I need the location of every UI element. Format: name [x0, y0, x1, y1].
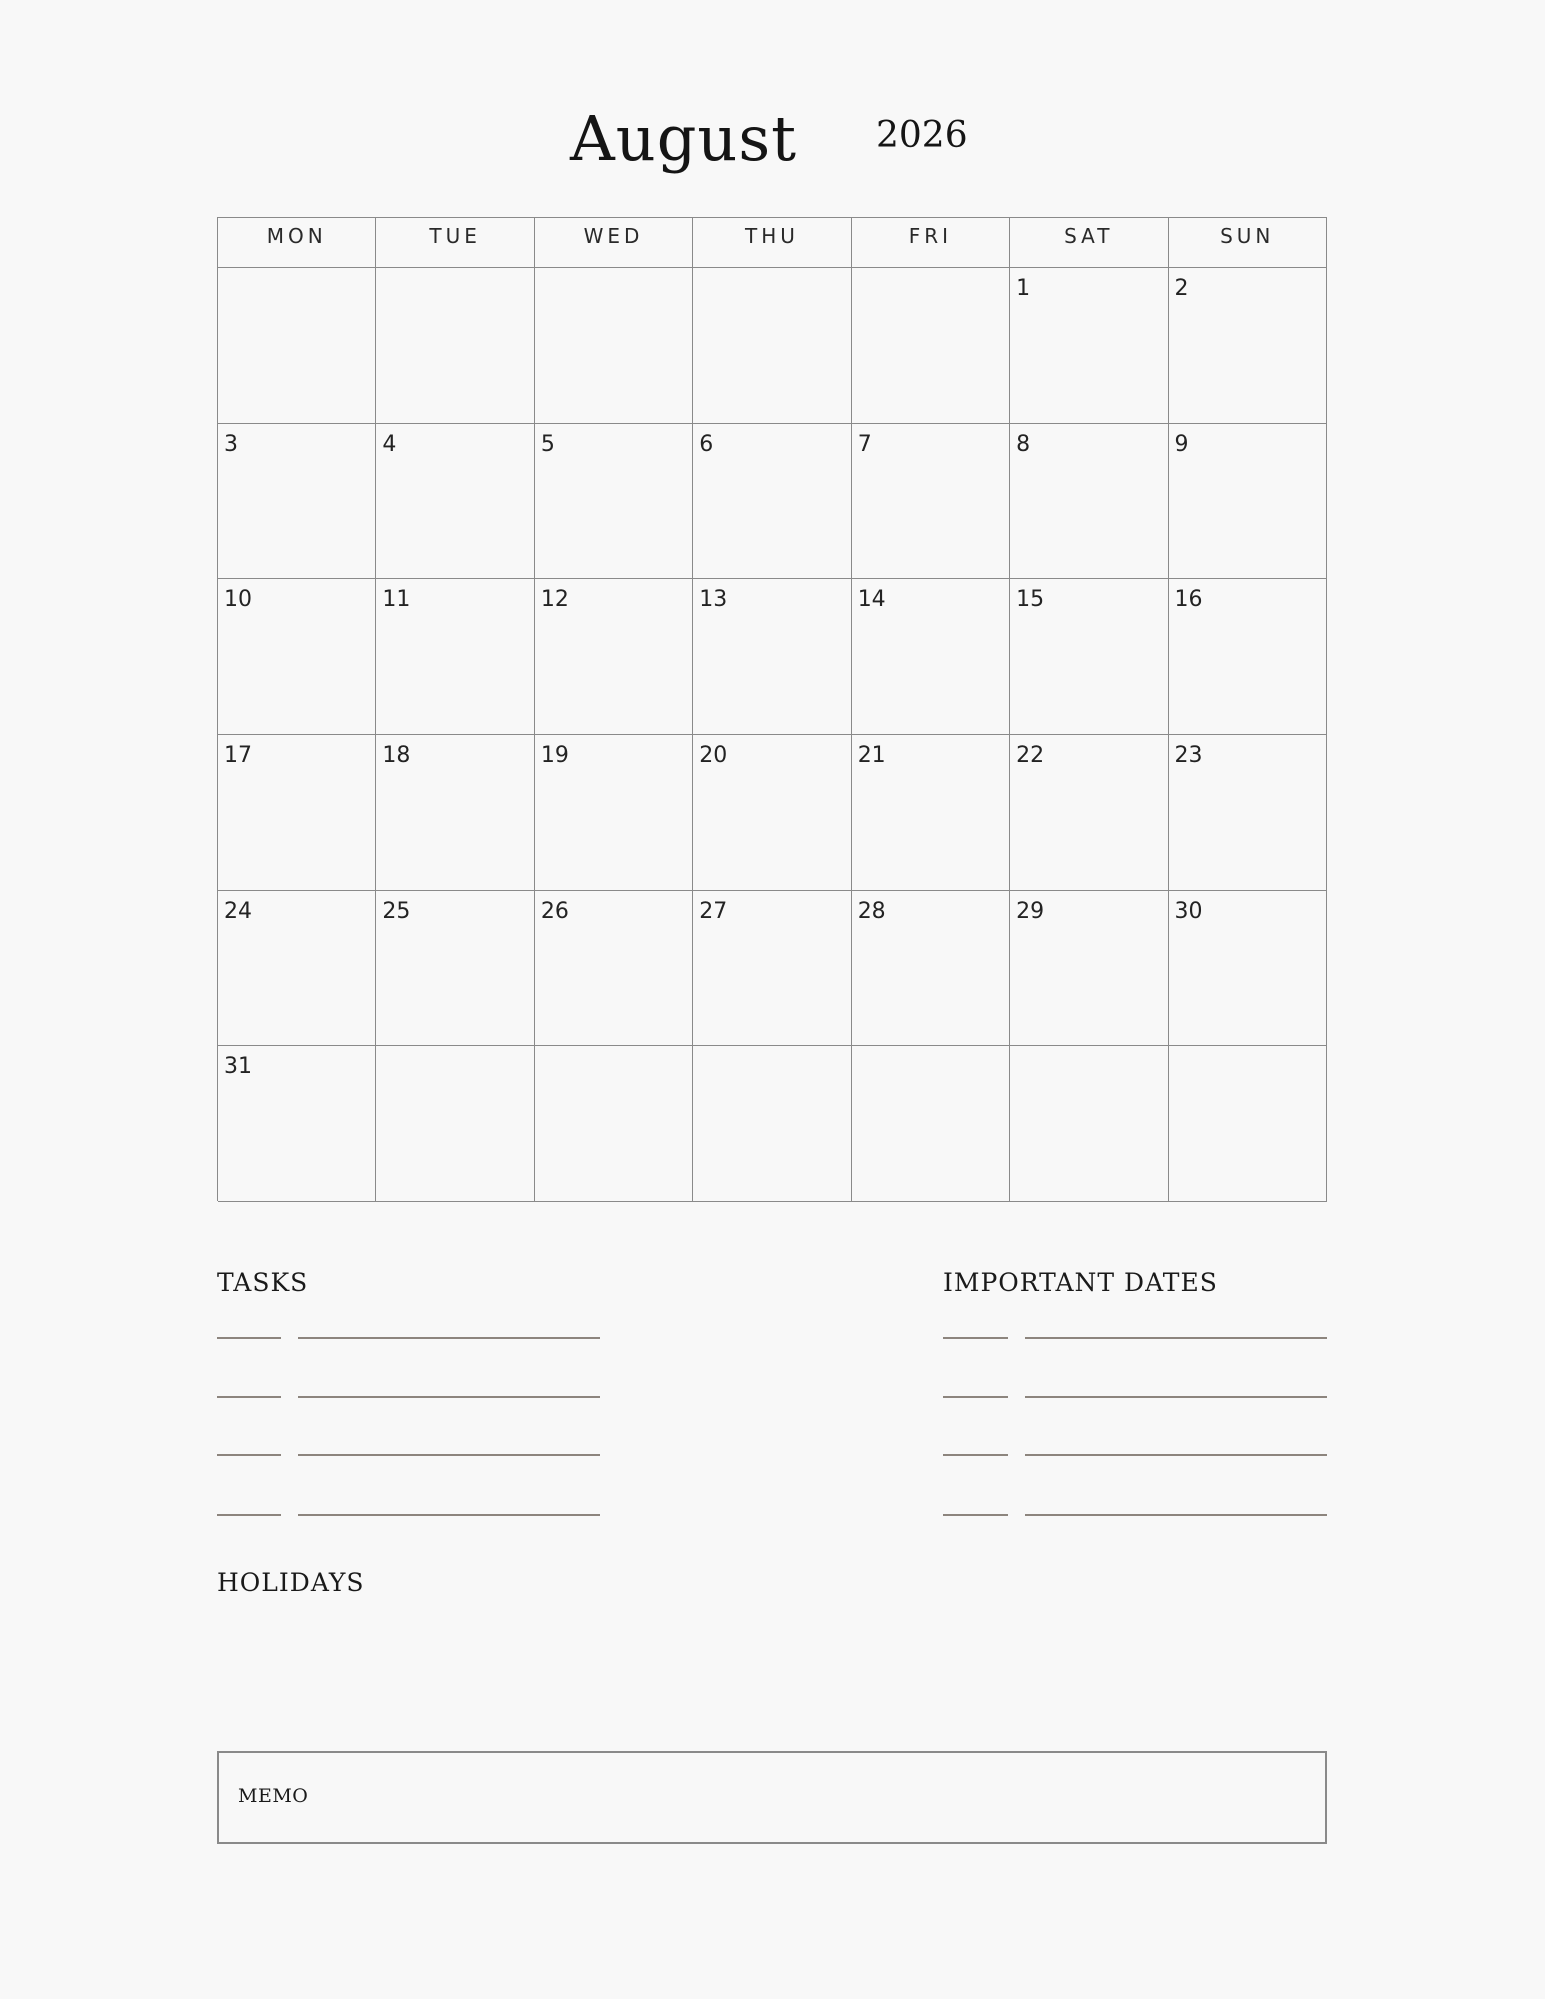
day-number: 21	[857, 742, 886, 768]
calendar-day-cell[interactable]	[218, 1046, 376, 1202]
calendar-grid	[217, 217, 1327, 1201]
calendar-week-row	[218, 579, 1327, 735]
day-number: 27	[699, 898, 728, 924]
calendar-day-cell[interactable]	[1010, 735, 1168, 891]
year-title: 2026	[876, 115, 968, 156]
calendar-day-cell[interactable]	[376, 1046, 534, 1202]
day-number: 3	[224, 431, 238, 457]
calendar-day-cell[interactable]	[376, 268, 534, 424]
day-number: 10	[224, 587, 252, 613]
calendar-day-cell[interactable]	[535, 268, 693, 424]
weekday-label: WED	[535, 218, 693, 268]
calendar-day-cell[interactable]	[852, 1046, 1010, 1202]
calendar-day-cell[interactable]	[693, 268, 851, 424]
weekday-label: SAT	[1010, 218, 1168, 268]
day-number: 25	[382, 898, 411, 924]
calendar-day-cell[interactable]	[693, 1046, 851, 1202]
calendar-day-cell[interactable]	[1010, 891, 1168, 1047]
tasks-heading: TASKS	[217, 1268, 309, 1297]
day-number: 19	[540, 742, 569, 768]
calendar-day-cell[interactable]	[376, 579, 534, 735]
day-number: 22	[1016, 742, 1045, 768]
day-number: 12	[540, 587, 569, 613]
day-number: 16	[1174, 587, 1203, 613]
calendar-day-cell[interactable]	[1169, 735, 1327, 891]
day-number: 6	[699, 431, 714, 457]
weekday-label: TUE	[376, 218, 534, 268]
day-number: 11	[382, 587, 411, 613]
calendar-day-cell[interactable]	[535, 1046, 693, 1202]
calendar-day-cell[interactable]	[376, 735, 534, 891]
holidays-heading: HOLIDAYS	[217, 1568, 365, 1597]
calendar-day-cell[interactable]	[693, 735, 851, 891]
calendar-day-cell[interactable]	[852, 579, 1010, 735]
weekday-label: SUN	[1169, 218, 1327, 268]
calendar-day-cell[interactable]	[376, 891, 534, 1047]
calendar-day-cell[interactable]	[1010, 1046, 1168, 1202]
calendar-day-cell[interactable]	[852, 891, 1010, 1047]
memo-label: MEMO	[238, 1785, 309, 1807]
day-number: 17	[224, 742, 252, 768]
calendar-week-row	[218, 268, 1327, 424]
calendar-week-row	[218, 1046, 1327, 1202]
day-number: 28	[857, 898, 886, 924]
day-number: 26	[540, 898, 569, 924]
weekday-header	[218, 218, 1327, 268]
calendar-day-cell[interactable]	[535, 735, 693, 891]
day-number: 30	[1174, 898, 1203, 924]
calendar-day-cell[interactable]	[535, 579, 693, 735]
day-number: 23	[1174, 742, 1203, 768]
calendar-day-cell[interactable]	[535, 891, 693, 1047]
day-number: 24	[224, 898, 252, 924]
calendar-week-row	[218, 891, 1327, 1047]
calendar-day-cell[interactable]	[693, 579, 851, 735]
day-number: 15	[1016, 587, 1045, 613]
calendar-day-cell[interactable]	[852, 424, 1010, 580]
calendar-weeks	[218, 268, 1327, 1202]
day-number: 18	[382, 742, 411, 768]
calendar-day-cell[interactable]	[218, 268, 376, 424]
weekday-label: MON	[218, 218, 376, 268]
day-number: 8	[1016, 431, 1031, 457]
day-number: 31	[224, 1054, 252, 1080]
calendar-day-cell[interactable]	[218, 735, 376, 891]
day-number: 5	[540, 431, 555, 457]
day-number: 4	[382, 431, 397, 457]
calendar-day-cell[interactable]	[1010, 268, 1168, 424]
calendar-week-row	[218, 735, 1327, 891]
memo-box[interactable]	[217, 1751, 1327, 1844]
calendar-day-cell[interactable]	[1010, 424, 1168, 580]
important-dates-heading: IMPORTANT DATES	[943, 1268, 1218, 1297]
calendar-day-cell[interactable]	[376, 424, 534, 580]
weekday-label: FRI	[852, 218, 1010, 268]
month-title: August	[570, 102, 798, 175]
calendar-day-cell[interactable]	[1169, 1046, 1327, 1202]
day-number: 1	[1016, 276, 1031, 301]
weekday-label: THU	[693, 218, 851, 268]
calendar-day-cell[interactable]	[1169, 579, 1327, 735]
calendar-day-cell[interactable]	[852, 735, 1010, 891]
day-number: 14	[857, 587, 886, 613]
day-number: 2	[1174, 276, 1189, 301]
calendar-day-cell[interactable]	[218, 891, 376, 1047]
calendar-day-cell[interactable]	[693, 891, 851, 1047]
day-number: 29	[1016, 898, 1045, 924]
calendar-day-cell[interactable]	[218, 424, 376, 580]
calendar-day-cell[interactable]	[535, 424, 693, 580]
calendar-day-cell[interactable]	[1010, 579, 1168, 735]
calendar-day-cell[interactable]	[1169, 268, 1327, 424]
calendar-day-cell[interactable]	[693, 424, 851, 580]
day-number: 20	[699, 742, 728, 768]
day-number: 7	[857, 431, 872, 457]
calendar-week-row	[218, 424, 1327, 580]
calendar-day-cell[interactable]	[218, 579, 376, 735]
calendar-day-cell[interactable]	[1169, 891, 1327, 1047]
day-number: 13	[699, 587, 728, 613]
calendar-day-cell[interactable]	[1169, 424, 1327, 580]
calendar-day-cell[interactable]	[852, 268, 1010, 424]
day-number: 9	[1174, 431, 1189, 457]
